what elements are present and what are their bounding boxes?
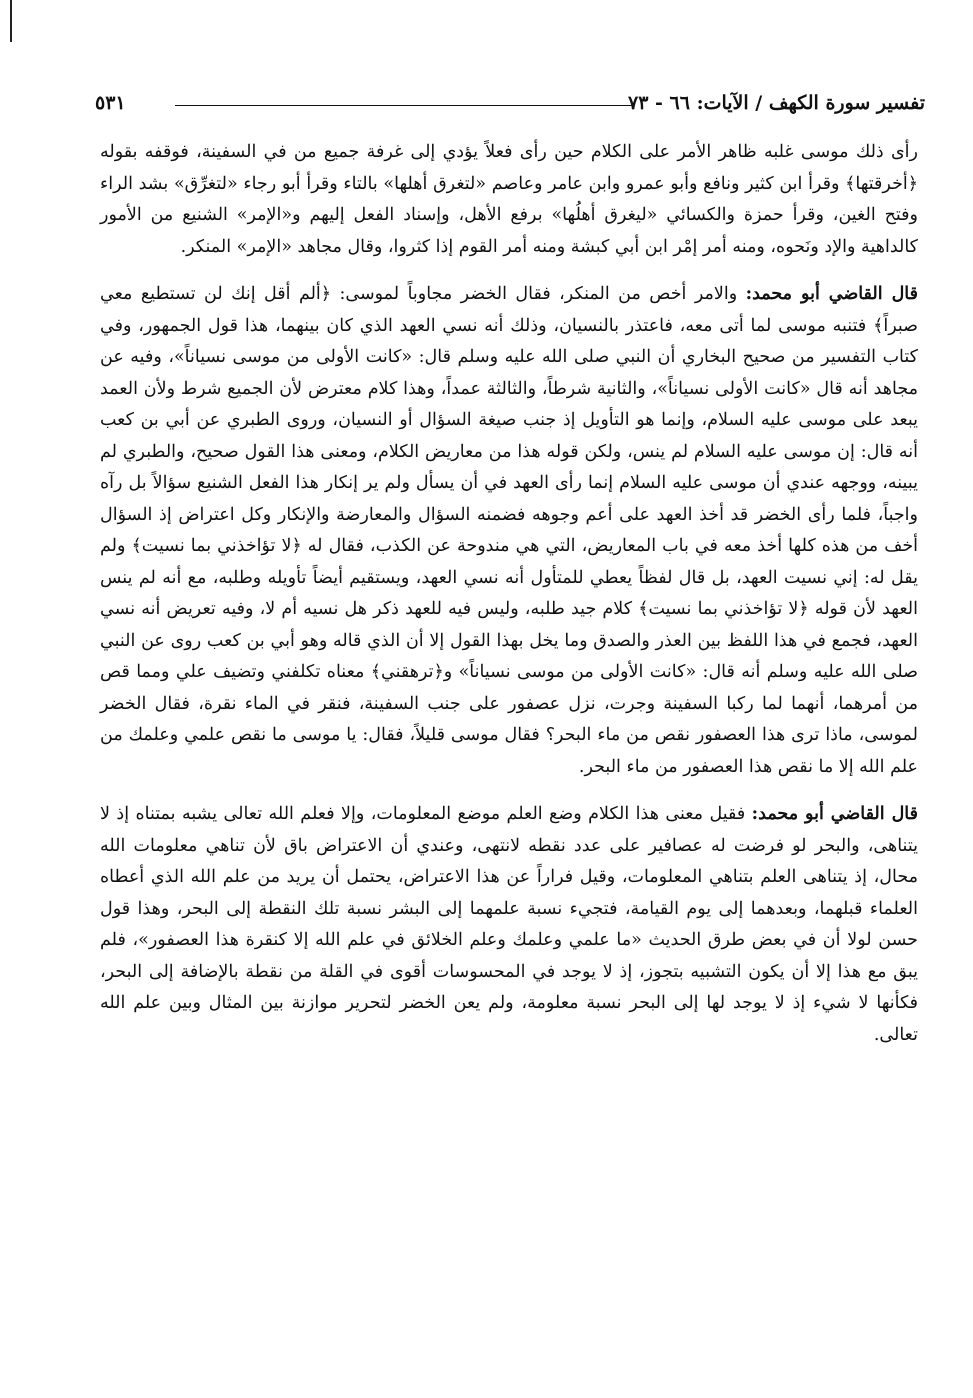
body-text: [100, 137, 918, 1051]
paragraph-text: رأى ذلك موسى غلبه ظاهر الأمر على الكلام حين رأى فعلاً يؤدي إلى غرفة جميع من في السفينة، فوقفه بقوله ﴿أخرقتها﴾ وقرأ ابن كثير ونافع وأبو عمرو وابن عامر وعاصم «لتغرق أهلها» بالتاء وقرأ أبو رجاء «لتغرِّق» بشد الراء وفتح الغين، وقرأ حمزة والكسائي «ليغرق أهلُها» برفع الأهل، وإسناد الفعل إليهم و«الإمر» الشنيع من الأمور كالداهية والإد ونَحوه، ومنه أمر إمْر ابن أبي كبشة ومنه أمر القوم إذا كثروا، وقال مجاهد «الإمر» المنكر.: [100, 142, 918, 257]
speaker-label: قال القاضي أبو محمد:: [745, 284, 918, 304]
header-rule: [175, 105, 633, 106]
paragraph-commentary-2: [100, 279, 918, 783]
paragraph-text: والامر أخص من المنكر، فقال الخضر مجاوباً لموسى: ﴿ألم أقل إنك لن تستطيع معي صبراً﴾ فتنبه موسى لما أتى معه، فاعتذر بالنسيان، وذلك أنه نسي العهد الذي كان بينهما، هذا قول الجمهور، وفي كتاب التفسير من صحيح البخاري أن النبي صلى الله عليه وسلم قال: «كانت الأولى من موسى نسياناً»، وفيه عن مجاهد أنه قال «كانت الأولى نسياناً»، والثانية شرطاً، والثالثة عمداً، وهذا كلام معترض لأن الجميع شرط ولأن العمد يبعد على موسى عليه السلام، وإنما هو التأويل إذ جنب صيغة السؤال أو النسيان، وروى الطبري عن أبي بن كعب أنه قال: إن موسى عليه السلام لم ينس، ولكن قوله هذا من معاريض الكلام، ومعنى هذا القول صحيح، والطبري لم يبينه، ووجهه عندي أن موسى عليه السلام إنما رأى العهد في أن يسأل ولم ير إنكار هذا الفعل الشنيع سؤالاً بل رآه واجباً، فلما رأى الخضر قد أخذ العهد على أعم وجوهه فضمنه السؤال والمعارضة والإنكار وكل اعتراض إذ السؤال أخف من هذه كلها أخذ معه في باب المعاريض، التي هي مندوحة عن الكذب، فقال له ﴿لا تؤاخذني بما نسيت﴾ ولم يقل له: إني نسيت العهد، بل قال لفظاً يعطي للمتأول أنه نسي العهد، ويستقيم أيضاً تأويله وطلبه، مع أنه لم ينس العهد لأن قوله ﴿لا تؤاخذني بما نسيت﴾ كلام جيد طلبه، وليس فيه للعهد ذكر هل نسيه أم لا، وفيه تعريض أنه نسي العهد، فجمع في هذا اللفظ بين العذر والصدق وما يخل بهذا القول إلا أن الذي قاله وهو أبي بن كعب روى عن النبي صلى الله عليه وسلم أنه قال: «كانت الأولى من موسى نسياناً» و﴿ترهقني﴾ معناه تكلفني وتضيف علي ومما قص من أمرهما، أنهما لما ركبا السفينة وجرت، نزل عصفور على جنب السفينة، فنقر في الماء نقرة، فقال الخضر لموسى، ماذا ترى هذا العصفور نقص من ماء البحر؟ فقال موسى قليلاً، فقال: يا موسى ما نقص علمي وعلمك من علم الله إلا ما نقص هذا العصفور من ماء البحر.: [100, 284, 919, 777]
running-title: تفسير سورة الكهف / الآيات: ٦٦ - ٧٣: [628, 92, 925, 114]
speaker-label: قال القاضي أبو محمد:: [751, 804, 918, 824]
paragraph-text: فقيل معنى هذا الكلام وضع العلم موضع المعلومات، وإلا فعلم الله تعالى يشبه بمتناه إذ لا يتناهى، والبحر لو فرضت له عصافير على عدد نقطه لانتهى، وعندي أن الاعتراض باق لأن تناهي معلومات الله محال، إذ يتناهى العلم بتناهي المعلومات، وقيل فراراً عن هذا الاعتراض، يحتمل أن يريد من علم الله الذي أعطاه العلماء قبلهما، وبعدهما إلى يوم القيامة، فتجيء نسبة علمهما إلى البشر نسبة تلك النقطة إلى البحر، وهذا قول حسن لولا أن في بعض طرق الحديث «ما علمي وعلمك وعلم الخلائق في علم الله إلا كنقرة هذا العصفور»، فلم يبق مع هذا إلا أن يكون التشبيه بتجوز، إذ لا يوجد في المحسوسات أقوى في القلة من نقطة بالإضافة إلى البحر، فكأنها لا شيء إذ لا يوجد لها إلى البحر نسبة معلومة، ولم يعن الخضر لتحرير موازنة بين المثال وبين علم الله تعالى.: [100, 804, 918, 1045]
paragraph-commentary-3: [100, 799, 918, 1051]
binding-edge-line: [10, 0, 12, 42]
running-header: [95, 90, 925, 124]
paragraph-commentary-1: [100, 137, 918, 263]
page-number: ٥٣١: [95, 92, 126, 114]
